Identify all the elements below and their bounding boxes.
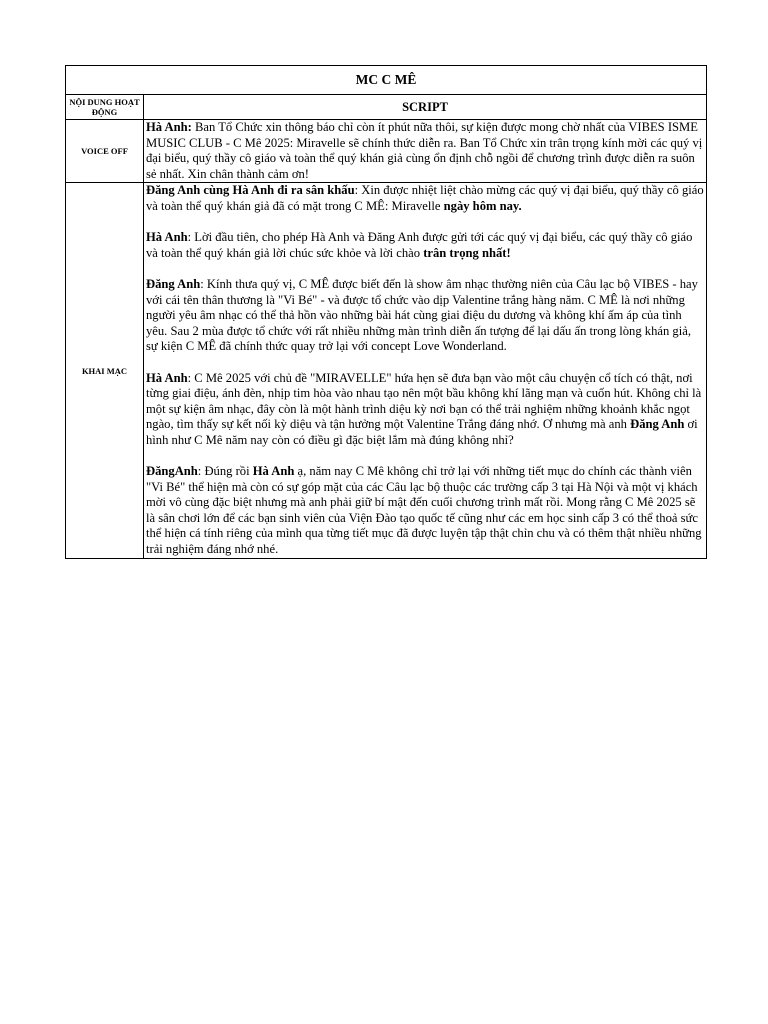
section-row-khai-mac (66, 183, 707, 558)
script-paragraphs (146, 120, 704, 182)
script-text: Ban Tổ Chức xin thông báo chỉ còn ít phút nữa thôi, sự kiện được mong chờ nhất của VIBES ISME MUSIC CLUB - C Mê 2025: Miravelle sẽ chính thức diễn ra. Ban Tổ Chức xin trân trọng kính mời các quý vị đại biểu, quý thầy cô giáo và toàn thể quý khán giả cùng ổn định chỗ ngồi để chương trình được diễn ra suôn sẻ nhất. Xin chân thành cảm ơn! (146, 120, 703, 181)
speaker-text: Hà Anh (146, 230, 188, 245)
speaker-text: Đăng Anh (630, 417, 685, 432)
script-paragraphs (146, 183, 704, 557)
script-text: ạ, năm nay C Mê không chỉ trở lại với những tiết mục do chính các thành viên "Vi Bé" thể hiện mà còn có sự góp mặt của các Câu lạc bộ thuộc các trường cấp 3 tại Hà Nội và một vị khách mời vô cùng đặc biệt nhưng mà anh phải giữ bí mật đến cuối chương trình mất rồi. Mong rằng C Mê 2025 sẽ là sân chơi lớn để các bạn sinh viên của Viện Đào tạo quốc tế cũng như các em học sinh cấp 3 có thể thoả sức thể hiện cá tính riêng của mình qua từng tiết mục đã được luyện tập thật chỉn chu và có thêm thật nhiều những trải nghiệm đáng nhớ nhé. (146, 464, 702, 557)
script-text: : Đúng rồi (197, 464, 253, 479)
speaker-text: ĐăngAnh (146, 464, 198, 479)
paragraph-gap (146, 261, 704, 277)
script-paragraph (146, 371, 704, 449)
script-document (65, 65, 706, 559)
column-header-activity: NỘI DUNG HOẠT ĐỘNG (66, 95, 144, 120)
script-text: ơi hình như C Mê năm nay còn có điều gì đặc biệt lắm mà đúng không nhỉ? (146, 417, 698, 447)
speaker-text: ngày hôm nay. (443, 198, 522, 213)
document-title: MC C MÊ (66, 66, 707, 95)
script-paragraph (146, 464, 704, 558)
header-row (66, 95, 707, 120)
section-label: KHAI MẠC (66, 183, 144, 558)
speaker-text: Hà Anh (252, 464, 295, 479)
script-text: : C Mê 2025 với chủ đề "MIRAVELLE" hứa hẹn sẽ đưa bạn vào một câu chuyện cổ tích có thật, nơi từng giai điệu, ánh đèn, nhịp tim hòa vào nhau tạo nên một bầu không khí lãng mạn và cuốn hút. Không chỉ là một sự kiện âm nhạc, đây còn là một hành trình diệu kỳ nơi bạn có thể trải nghiệm những khoảnh khắc ngọt ngào, tìm thấy sự kết nối kỳ diệu và tận hưởng một Valentine Trắng đáng nhớ. Ơ nhưng mà anh (146, 370, 702, 432)
column-header-script: SCRIPT (144, 95, 707, 120)
script-paragraph (146, 277, 704, 355)
section-content (144, 120, 707, 183)
section-row-voice-off (66, 120, 707, 183)
script-text: : Xin được nhiệt liệt chào mừng các quý vị đại biểu, quý thầy cô giáo và toàn thể quý khán giả đã có mặt trong C MÊ: Miravelle (146, 183, 704, 213)
speaker-text: Đăng Anh cùng Hà Anh đi ra sân khấu (146, 183, 355, 198)
speaker-text: trân trọng nhất! (423, 245, 511, 260)
paragraph-gap (146, 448, 704, 464)
speaker-text: Hà Anh (146, 370, 188, 385)
script-table (65, 65, 707, 559)
speaker-text: Hà Anh: (146, 120, 192, 134)
section-label: VOICE OFF (66, 120, 144, 183)
script-paragraph (146, 183, 704, 214)
script-paragraph (146, 120, 704, 182)
script-paragraph (146, 230, 704, 261)
paragraph-gap (146, 215, 704, 231)
title-row (66, 66, 707, 95)
speaker-text: Đăng Anh (146, 276, 201, 291)
script-text: : Kính thưa quý vị, C MÊ được biết đến là show âm nhạc thường niên của Câu lạc bộ VIBES - hay với cái tên thân thương là "Vi Bé" - và được tổ chức vào dịp Valentine trắng hàng năm. C MÊ là nơi những người yêu âm nhạc có thể thả hồn vào những bài hát cùng giai điệu du dương và không khí ấm áp của tình yêu. Sau 2 mùa được tổ chức với rất nhiều những màn trình diễn ấn tượng để lại dấu ấn trong lòng khán giả, sự kiện C MÊ đã chính thức quay trở lại với concept Love Wonderland. (146, 276, 698, 354)
paragraph-gap (146, 355, 704, 371)
script-text: : Lời đầu tiên, cho phép Hà Anh và Đăng Anh được gửi tới các quý vị đại biểu, các quý thầy cô giáo và toàn thể quý khán giả lời chúc sức khỏe và lời chào (146, 230, 693, 260)
section-content (144, 183, 707, 558)
